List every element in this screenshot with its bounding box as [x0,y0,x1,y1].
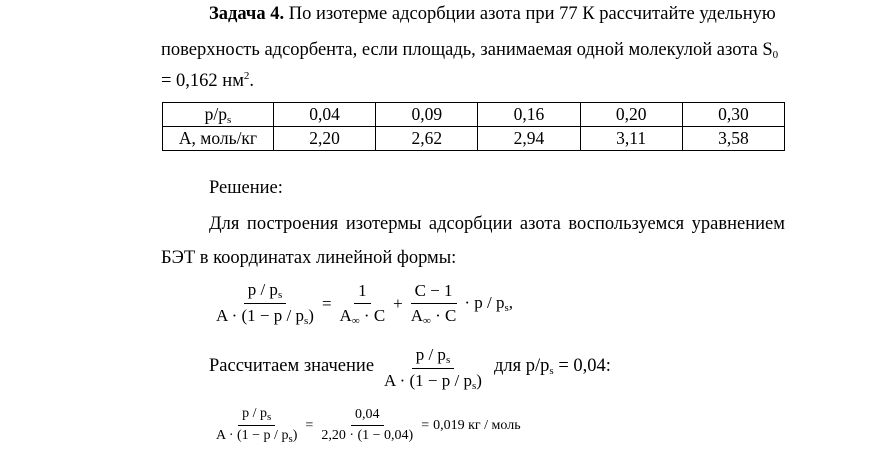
calc-for [494,356,611,377]
calc-fraction-body [380,345,486,392]
plus-sign: + [393,293,403,313]
table-cell: 2,62 [376,127,478,151]
period: . [249,71,255,91]
task-line-3 [161,70,254,92]
table-header-pps [163,103,274,127]
bet-t1-den: A [339,305,352,325]
table-row-pps [163,103,785,127]
sub: s [504,302,509,314]
task-text-1: По изотерме адсорбции азота при 77 К рассчитайте удельную [288,4,776,24]
word: адсорбции [428,214,513,234]
task-label: Задача 4. [209,4,285,24]
word: азота [519,214,561,234]
word: построения [246,214,339,234]
area-value: = 0,162 нм [161,71,244,91]
calc-num: p / p [415,345,446,364]
calc-mid-den: 2,20 · (1 − 0,04) [321,428,414,443]
calc-mid-fraction [317,407,417,444]
calc-fraction [380,345,486,392]
solution-paragraph-line-1 [209,214,785,235]
bet-term1-fraction [336,281,390,327]
table-header-a: A, моль/кг [163,127,274,151]
equals-sign: = [321,293,332,313]
solution-heading: Решение: [209,178,283,198]
pps-label: p/p [204,103,228,124]
word: Для [209,214,240,234]
bet-t2-num: C − 1 [411,281,457,304]
table-row-a [163,127,785,151]
calc-lhs-den: A · (1 − p / p [216,428,289,443]
paren: ) [308,306,314,325]
pps-sub: s [227,113,232,126]
word: воспользуемся [568,214,685,234]
table-cell: 3,58 [682,127,784,151]
den-tail: · C [359,305,386,325]
calc-for-value: = 0,04: [553,356,611,376]
table-cell: 0,20 [580,103,682,127]
bet-equation [212,280,513,327]
bet-lhs-fraction [212,280,318,327]
table-cell: 0,16 [478,103,580,127]
sub: s [445,354,451,366]
s0-subscript: 0 [772,49,779,61]
sub: s [277,289,283,301]
calc-den: A · (1 − p / p [384,371,472,390]
comma: , [508,293,514,312]
bet-t2-den: A [410,305,424,325]
bet-term2-fraction [407,281,461,327]
table-cell: 0,30 [682,103,784,127]
calc-equation [212,406,521,445]
paren: ) [476,371,482,390]
task-line-1 [209,4,776,25]
table-cell: 2,94 [478,127,580,151]
equals-sign: = [421,417,430,433]
sub: s [471,380,477,392]
calc-for-text: для p/p [494,356,550,376]
table-cell: 2,20 [274,127,376,151]
sub: s [549,365,554,377]
bet-tail-text: · p / p [464,293,505,312]
sub: s [303,315,309,327]
task-line-2 [161,40,778,61]
area-unit-sup: 2 [243,70,250,82]
word: изотермы [345,214,422,234]
calc-lhs-num: p / p [242,406,267,421]
bet-t1-num: 1 [354,281,371,304]
calc-intro: Рассчитаем значение [209,356,375,376]
den-tail: · C [430,305,457,325]
word: уравнением [691,214,785,234]
solution-paragraph-line-2: БЭТ в координатах линейной формы: [161,248,457,268]
task-text-2: поверхность адсорбента, если площадь, занимаемая одной молекулой азота S [161,40,773,60]
table-cell: 0,04 [274,103,376,127]
data-table [162,102,785,151]
paren: ) [292,428,298,443]
bet-lhs-num: p / p [247,280,278,299]
sub: ∞ [351,314,360,327]
calc-mid-num: 0,04 [351,407,384,426]
sub: s [288,433,293,445]
calc-lhs-fraction [212,406,301,445]
table-cell: 3,11 [580,127,682,151]
equals-sign: = [305,417,314,433]
calc-result: 0,019 кг / моль [433,417,521,433]
bet-lhs-den: A · (1 − p / p [216,306,304,325]
sub: ∞ [423,314,431,327]
sub: s [267,411,272,423]
table-cell: 0,09 [376,103,478,127]
bet-tail [460,293,513,314]
